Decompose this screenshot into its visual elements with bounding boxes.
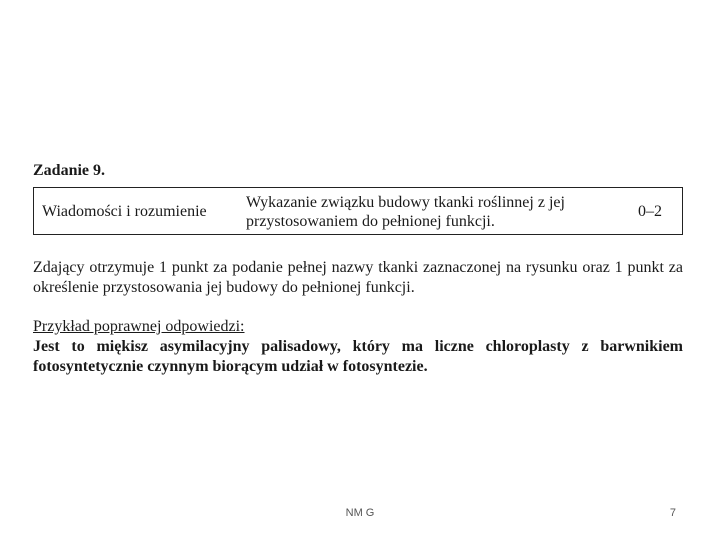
footer-label: NM G xyxy=(345,507,375,519)
criteria-description: Wykazanie związku budowy tkanki roślinnej z jej przystosowaniem do pełnionej funkcji. xyxy=(246,194,565,230)
criteria-table xyxy=(33,187,683,235)
page-number: 7 xyxy=(669,507,676,519)
task-title: Zadanie 9. xyxy=(33,162,106,179)
example-heading: Przykład poprawnej odpowiedzi: xyxy=(33,318,245,335)
criteria-points: 0–2 xyxy=(638,203,662,220)
example-answer: Jest to miękisz asymilacyjny palisadowy, który ma liczne chloroplasty z barwnikiem fotosyntetycznie czynnym biorącym udział w fotosyntezie. xyxy=(33,338,683,375)
criteria-area: Wiadomości i rozumienie xyxy=(42,203,207,220)
scoring-rules: Zdający otrzymuje 1 punkt za podanie pełnej nazwy tkanki zaznaczonej na rysunku oraz 1 punkt za określenie przystosowania jej budowy do pełnionej funkcji. xyxy=(33,259,683,296)
